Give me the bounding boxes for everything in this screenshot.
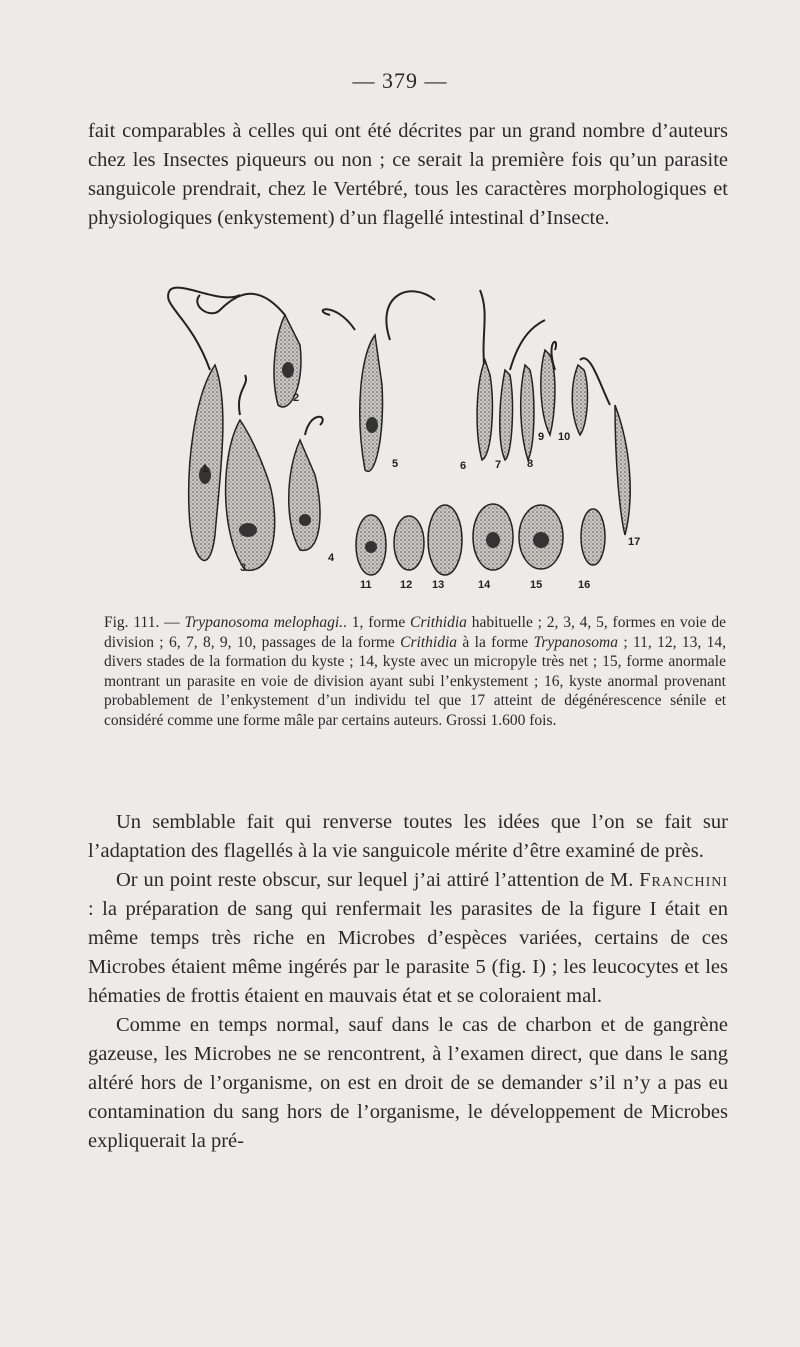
- label-2: 2: [293, 392, 300, 404]
- trypanosome-body-9: [541, 350, 555, 435]
- flagellum: [197, 294, 285, 315]
- author-name: Franchini: [639, 869, 728, 891]
- figure-caption: [104, 613, 726, 730]
- figure-illustration: [160, 275, 650, 595]
- label-10: 10: [558, 431, 571, 443]
- paragraph-1: [88, 117, 728, 233]
- nucleus: [533, 532, 549, 548]
- caption-species: Trypanosoma melophagi.: [184, 614, 344, 631]
- caption-crithidia-1: Crithidia: [410, 614, 467, 631]
- nucleus: [239, 523, 257, 537]
- flagellum: [239, 375, 246, 415]
- caption-trypanosoma: Trypanosoma: [533, 633, 618, 651]
- label-5: 5: [392, 458, 399, 470]
- trypanosome-body-7: [500, 370, 513, 460]
- label-13: 13: [432, 579, 445, 591]
- label-11: 11: [360, 579, 372, 591]
- label-16: 16: [578, 579, 591, 591]
- label-14: 14: [478, 579, 491, 591]
- label-15: 15: [530, 579, 543, 591]
- trypanosome-body-5: [360, 335, 383, 471]
- nucleus: [486, 532, 500, 548]
- flagellum: [386, 291, 435, 340]
- cyst-13: [428, 505, 462, 575]
- label-4: 4: [328, 552, 335, 564]
- trypanosome-body-17: [615, 405, 630, 535]
- body-text-lower: [88, 808, 728, 1156]
- label-12: 12: [400, 579, 413, 591]
- paragraph-2: Un semblable fait qui renverse toutes les idées que l’on se fait sur l’adaptation des flagellés à la vie sanguicole mérite d’être examiné de près.: [88, 811, 728, 862]
- trypanosome-body-3: [226, 420, 275, 570]
- trypanosome-body-10: [572, 365, 587, 435]
- label-8: 8: [527, 458, 534, 470]
- cyst-16: [581, 509, 605, 565]
- flagellum: [305, 417, 323, 435]
- nucleus: [366, 417, 378, 433]
- trypanosome-figure: [160, 275, 650, 595]
- cyst-12: [394, 516, 424, 570]
- label-6: 6: [460, 460, 467, 472]
- label-17: 17: [628, 536, 641, 548]
- label-3: 3: [240, 562, 247, 574]
- paragraph-3: [88, 866, 728, 1011]
- flagellum: [323, 309, 355, 330]
- nucleus: [282, 362, 294, 378]
- caption-fig-label: Fig. 111. —: [104, 614, 180, 631]
- paragraph-3-start: Or un point reste obscur, sur lequel j’ai attiré l’attention de M.: [116, 869, 640, 891]
- paragraph-1-text: fait comparables à celles qui ont été décrites par un grand nombre d’auteurs chez les Insectes piqueurs ou non ; ce serait la première fois qu’un parasite sanguicole prendrait, chez le Vertébré, tous les caractères morphologiques et physiologiques (enkystement) d’un flagellé intestinal d’Insecte.: [88, 120, 728, 229]
- page-number: — 379 —: [352, 68, 448, 93]
- label-1: 1: [202, 463, 209, 475]
- caption-part-d: ; 11, 12, 13, 14, divers stades de la formation du kyste ; 14, kyste avec un micropyle très net ; 15, forme anormale montrant un parasite en voie de division ayant subi l’enkystement ; 16, kyste anormal provenant probablement de l’enkystement d’un individu tel que 17 atteint de dégénérescence sénile et considéré comme une forme mâle par certains auteurs. Grossi 1.600 fois.: [104, 633, 727, 729]
- flagellum: [510, 320, 545, 370]
- paragraph-4: Comme en temps normal, sauf dans le cas de charbon et de gangrène gazeuse, les Microbes ne se rencontrent, à l’examen direct, que dans le sang altéré hors de l’organisme, on est en droit de se demander s’il n’y a pas eu contamination du sang hors de l’organisme, le développement de Microbes expliquerait la pré-: [88, 1014, 728, 1152]
- trypanosome-body-6: [477, 360, 492, 460]
- flagellum: [168, 288, 240, 370]
- caption-crithidia-2: Crithidia: [400, 633, 458, 651]
- caption-part-c: à la forme: [457, 633, 534, 651]
- caption-part-b: habituelle ; 2, 3, 4, 5, formes en voie de division ; 6, 7, 8, 9, 10, passages de la forme: [104, 614, 727, 651]
- paragraph-3-end: : la préparation de sang qui renfermait les parasites de la figure I était en même temps très riche en Microbes d’espèces variées, certains de ces Microbes étaient même ingérés par le parasite 5 (fig. I) ; les leucocytes et les hématies de frottis étaient en mauvais état et se coloraient mal.: [88, 898, 728, 1007]
- label-9: 9: [538, 431, 545, 443]
- trypanosome-body-8: [521, 365, 534, 460]
- nucleus: [299, 514, 311, 526]
- caption-part-a: . 1, forme: [343, 614, 411, 631]
- label-7: 7: [495, 459, 502, 471]
- trypanosome-body-4: [289, 440, 320, 550]
- nucleus: [365, 541, 377, 553]
